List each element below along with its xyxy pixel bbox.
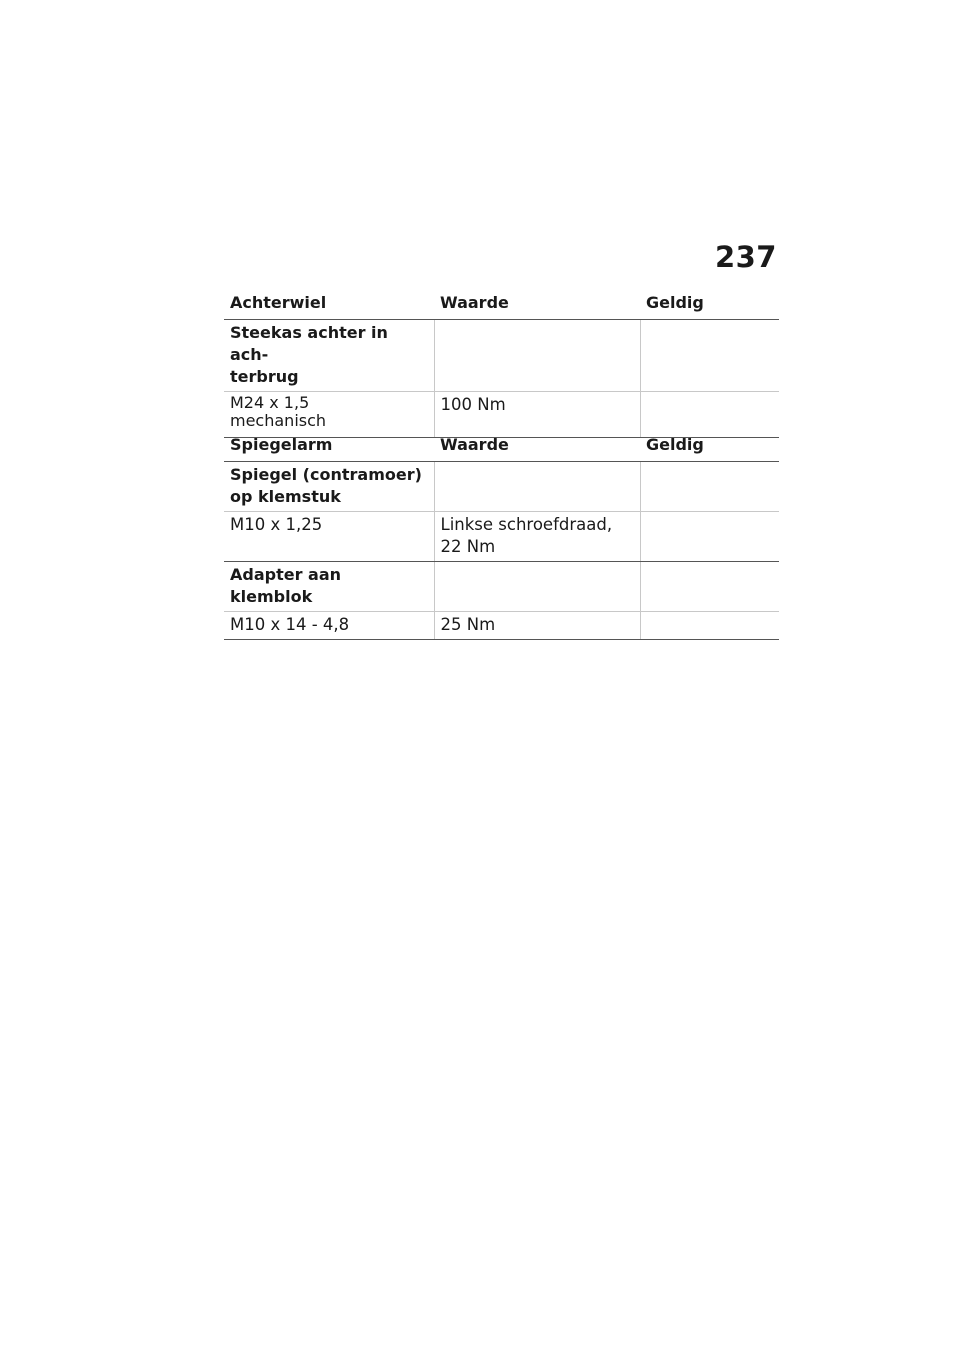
page-number: 237 (714, 240, 777, 274)
column-header-value: Waarde (434, 428, 640, 462)
spec-cell: M10 x 14 - 4,8 (224, 612, 434, 640)
valid-cell (640, 612, 779, 640)
group-valid-empty (640, 462, 779, 512)
value-cell: 25 Nm (434, 612, 640, 640)
table-header-row (224, 428, 779, 462)
group-value-empty (434, 462, 640, 512)
table-row (224, 612, 779, 640)
table-group-row (224, 320, 779, 392)
value-line2: 22 Nm (440, 537, 496, 556)
value-cell: 100 Nm (434, 392, 640, 438)
table-group-row (224, 462, 779, 512)
spec-line1: M24 x 1,5 (230, 393, 310, 412)
group-label: Adapter aan klemblok (224, 562, 434, 612)
column-header-value: Waarde (434, 286, 640, 320)
group-label (224, 320, 434, 392)
column-header-component: Spiegelarm (224, 428, 434, 462)
group-value-empty (434, 562, 640, 612)
group-value-empty (434, 320, 640, 392)
spiegelarm-table (224, 428, 779, 640)
column-header-valid: Geldig (640, 428, 779, 462)
table-header-row (224, 286, 779, 320)
column-header-component: Achterwiel (224, 286, 434, 320)
value-cell (434, 512, 640, 562)
group-label-line2: op klemstuk (230, 487, 341, 506)
group-label-line1: Spiegel (contramoer) (230, 465, 422, 484)
group-label (224, 462, 434, 512)
column-header-valid: Geldig (640, 286, 779, 320)
group-valid-empty (640, 562, 779, 612)
group-label-line2: terbrug (230, 367, 299, 386)
spec-line2: mechanisch (230, 411, 327, 430)
value-line1: Linkse schroefdraad, (440, 515, 613, 534)
table-row (224, 512, 779, 562)
achterwiel-table (224, 286, 779, 438)
valid-cell (640, 512, 779, 562)
table-group-row (224, 562, 779, 612)
spec-cell: M10 x 1,25 (224, 512, 434, 562)
group-valid-empty (640, 320, 779, 392)
group-label-line1: Steekas achter in ach- (230, 323, 388, 364)
